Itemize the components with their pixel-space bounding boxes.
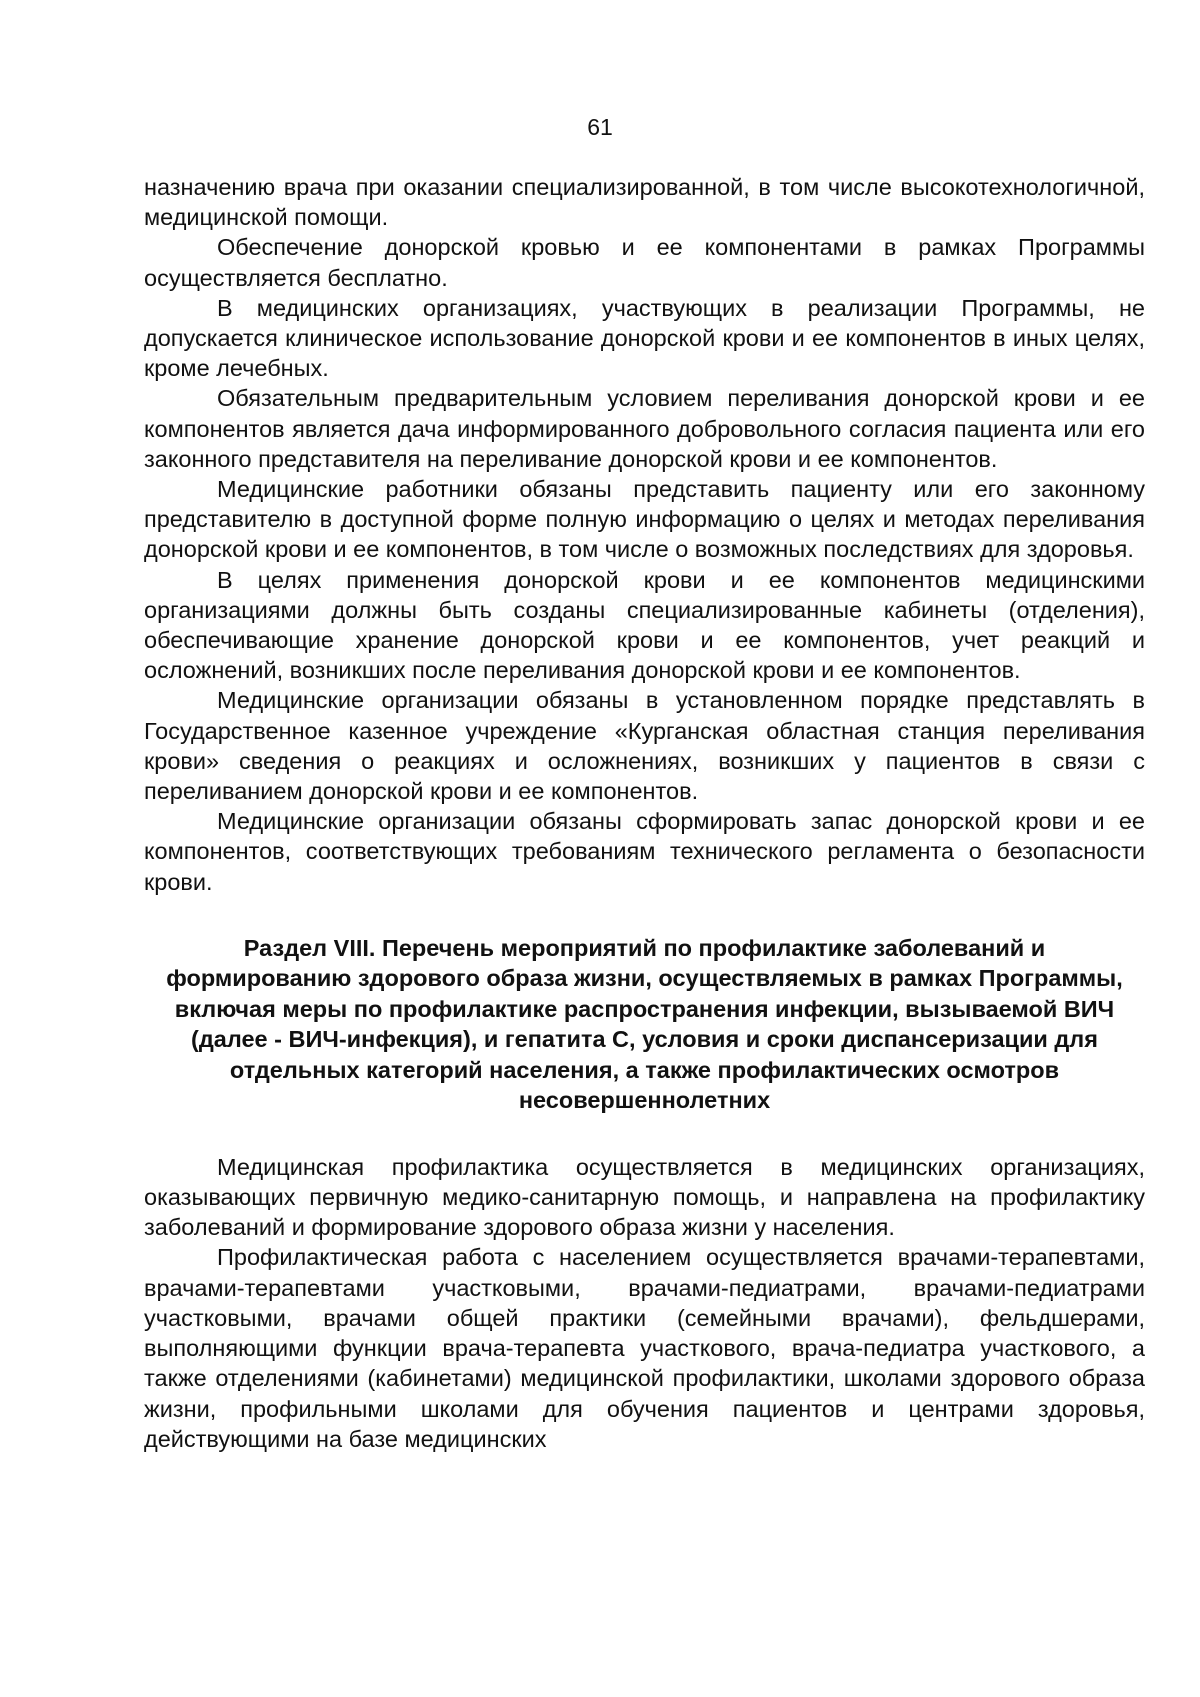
- paragraph-reporting-reactions: Медицинские организации обязаны в установленном порядке представлять в Государственное казенное учреждение «Курганская областная станция переливания крови» сведения о реакциях и осложнениях, возникших у пациентов в связи с переливанием донорской крови и ее компонентов.: [144, 687, 1145, 805]
- paragraph-free-blood-supply: Обеспечение донорской кровью и ее компонентами в рамках Программы осуществляется бесплатно.: [144, 234, 1145, 291]
- paragraph-blood-reserve: Медицинские организации обязаны сформировать запас донорской крови и ее компонентов, соответствующих требованиям технического регламента о безопасности крови.: [144, 808, 1145, 895]
- paragraph-medical-prevention: Медицинская профилактика осуществляется в медицинских организациях, оказывающих первичную медико-санитарную помощь, и направлена на профилактику заболеваний и формирование здорового образа жизни у населения.: [144, 1153, 1145, 1241]
- section-heading: Раздел VIII. Перечень мероприятий по профилактике заболеваний и формированию здорового образа жизни, осуществляемых в рамках Программы, включая меры по профилактике распространения инфекции, вызываемой ВИЧ (далее - ВИЧ-инфекция), и гепатита С, условия и сроки диспансеризации для отдельных категорий населения, а также профилактических осмотров несовершеннолетних: [166, 934, 1123, 1114]
- paragraph-clinical-use-restriction: В медицинских организациях, участвующих в реализации Программы, не допускается клиническое использование донорской крови и ее компонентов в иных целях, кроме лечебных.: [144, 294, 1145, 382]
- paragraph-continuation: назначению врача при оказании специализированной, в том числе высокотехнологичной, медицинской помощи.: [144, 174, 1145, 231]
- paragraph-specialized-rooms: В целях применения донорской крови и ее компонентов медицинскими организациями должны быть созданы специализированные кабинеты (отделения), обеспечивающие хранение донорской крови и ее компонентов, учет реакций и осложнений, возникших после переливания донорской крови и ее компонентов.: [144, 566, 1145, 684]
- paragraph-informed-consent: Обязательным предварительным условием переливания донорской крови и ее компонентов является дача информированного добровольного согласия пациента или его законного представителя на переливание донорской крови и ее компонентов.: [144, 385, 1145, 472]
- paragraph-preventive-work: Профилактическая работа с населением осуществляется врачами-терапевтами, врачами-терапевтами участковыми, врачами-педиатрами, врачами-педиатрами участковыми, врачами общей практики (семейными врачами), фельдшерами, выполняющими функции врача-терапевта участкового, врача-педиатра участкового, а также отделениями (кабинетами) медицинской профилактики, школами здорового образа жизни, профильными школами для обучения пациентов и центрами здоровья, действующими на базе медицинских: [144, 1244, 1145, 1452]
- page-number: 61: [587, 114, 613, 140]
- document-body: [144, 172, 1145, 1454]
- paragraph-patient-information: Медицинские работники обязаны представить пациенту или его законному представителю в доступной форме полную информацию о целях и методах переливания донорской крови и ее компонентов, в том числе о возможных последствиях для здоровья.: [144, 476, 1145, 563]
